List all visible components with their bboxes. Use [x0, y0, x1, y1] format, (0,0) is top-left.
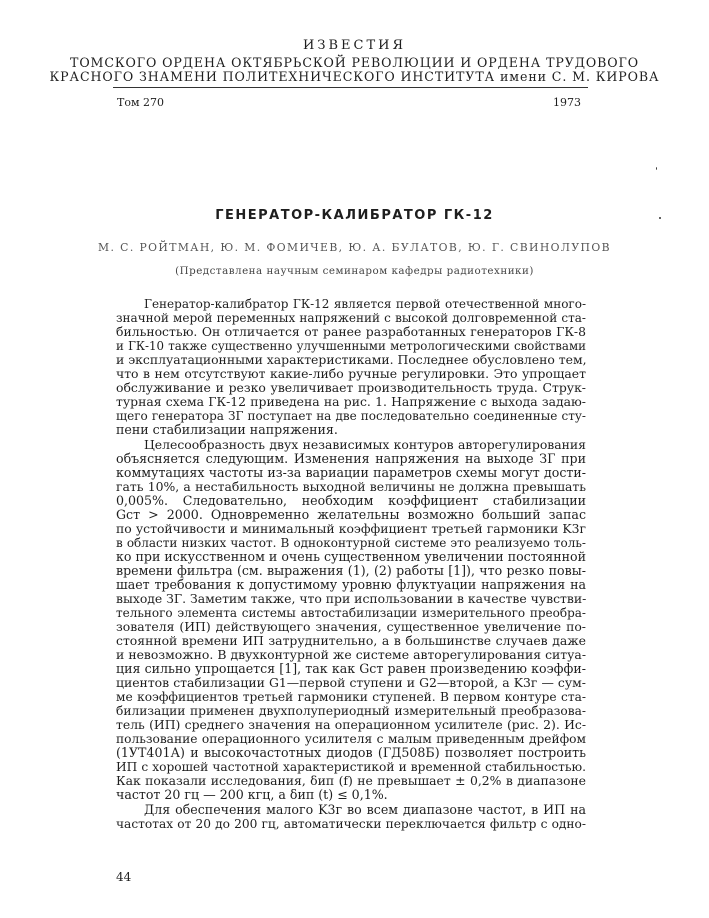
body-line: зователя (ИП) действующего значения, существенное увеличение по-: [116, 619, 586, 634]
body-line: Целесообразность двух независимых контуров авторегулирования: [144, 437, 586, 452]
body-line: объясняется следующим. Изменения напряжения на выходе ЗГ при: [116, 451, 586, 466]
body-line: выходе ЗГ. Заметим также, что при использовании в качестве чувстви-: [116, 591, 587, 606]
body-line: коммутациях частоты из-за вариации параметров схемы могут дости-: [116, 465, 586, 480]
body-line: частот 20 гц — 200 кгц, а δип (t) ≤ 0,1%.: [116, 787, 388, 802]
body-line: и ГК-10 также существенно улучшенными метрологическими свойствами: [116, 339, 586, 353]
article-title: ГЕНЕРАТОР-КАЛИБРАТОР ГК-12: [215, 208, 494, 223]
publication-year: 1973: [553, 96, 581, 109]
body-line: стоянной времени ИП затруднительно, а в большинстве случаев даже: [116, 633, 586, 648]
body-line: билизации применен двухполупериодный измерительный преобразова-: [116, 704, 586, 718]
scan-speck: [659, 217, 661, 219]
body-line: пени стабилизации напряжения.: [116, 422, 338, 437]
volume-number: Том 270: [117, 96, 165, 109]
body-line: тельного элемента системы автостабилизации измерительного преобра-: [116, 606, 586, 620]
body-line: Gст > 2000. Одновременно желательны возможно больший запас: [116, 507, 586, 522]
body-line: ме коэффициентов третьей гармоники ступеней. В первом контуре ста-: [116, 690, 586, 704]
page-number: 44: [116, 870, 132, 884]
body-line: пользование операционного усилителя с малым приведенным дрейфом: [116, 732, 586, 746]
journal-name: ИЗВЕСТИЯ: [303, 38, 406, 53]
body-line: Генератор-калибратор ГК-12 является первой отечественной много-: [144, 297, 586, 311]
body-line: щего генератора ЗГ поступает на две последовательно соединенные сту-: [116, 409, 586, 423]
body-line: турная схема ГК-12 приведена на рис. 1. Напряжение с выхода задаю-: [116, 394, 586, 409]
article-authors: М. С. РОЙТМАН, Ю. М. ФОМИЧЕВ, Ю. А. БУЛАТОВ, Ю. Г. СВИНОЛУПОВ: [98, 241, 611, 254]
body-line: бильностью. Он отличается от ранее разработанных генераторов ГК-8: [116, 324, 586, 339]
body-line: по устойчивости и минимальный коэффициент третьей гармоники K3г: [116, 521, 586, 536]
body-line: 0,005%. Следовательно, необходим коэффициент стабилизации: [116, 493, 586, 508]
body-line: Как показали исследования, δип (f) не превышает ± 0,2% в диапазоне: [116, 773, 586, 788]
body-line: ко при искусственном и очень существенном увеличении постоянной: [116, 549, 586, 564]
body-line: значной мерой переменных напряжений с высокой долговременной ста-: [116, 311, 586, 325]
body-line: шает требования к допустимому уровню флуктуации напряжения на: [116, 577, 586, 592]
body-line: ция сильно упрощается [1], так как Gст равен произведению коэффи-: [116, 661, 586, 676]
body-line: (1УТ401А) и высокочастотных диодов (ГД508Б) позволяет построить: [116, 745, 586, 760]
body-line: в области низких частот. В одноконтурной системе это реализуемо толь-: [116, 536, 586, 550]
article-affiliation: (Представлена научным семинаром кафедры радиотехники): [175, 265, 534, 277]
body-line: обслуживание и резко увеличивает производительность труда. Струк-: [116, 380, 586, 395]
body-line: Для обеспечения малого K3г во всем диапазоне частот, в ИП на: [144, 802, 586, 817]
body-line: и эксплуатационными характеристиками. Последнее обусловлено тем,: [116, 352, 587, 367]
body-line: ИП с хорошей частотной характеристикой и временной стабильностью.: [116, 760, 586, 774]
body-line: частотах от 20 до 200 гц, автоматически переключается фильтр с одно-: [116, 817, 586, 831]
institution-line-2: КРАСНОГО ЗНАМЕНИ ПОЛИТЕХНИЧЕСКОГО ИНСТИТУТА имени С. М. КИРОВА: [49, 69, 660, 84]
body-line: тель (ИП) среднего значения на операционном усилителе (рис. 2). Ис-: [116, 717, 586, 732]
body-line: времени фильтра (см. выражения (1), (2) работы [1]), что резко повы-: [116, 563, 586, 578]
header-rule: [113, 87, 588, 88]
body-line: гать 10%, а нестабильность выходной величины не должна превышать: [116, 479, 586, 494]
institution-line-1: ТОМСКОГО ОРДЕНА ОКТЯБРЬСКОЙ РЕВОЛЮЦИИ И ОРДЕНА ТРУДОВОГО: [70, 55, 639, 70]
body-line: что в нем отсутствуют какие-либо ручные регулировки. Это упрощает: [116, 366, 586, 381]
body-line: и невозможно. В двухконтурной же системе авторегулирования ситуа-: [116, 647, 586, 662]
scan-speck: [656, 167, 657, 170]
body-line: циентов стабилизации G1—первой ступени и G2—второй, а K3г — сум-: [116, 675, 586, 690]
